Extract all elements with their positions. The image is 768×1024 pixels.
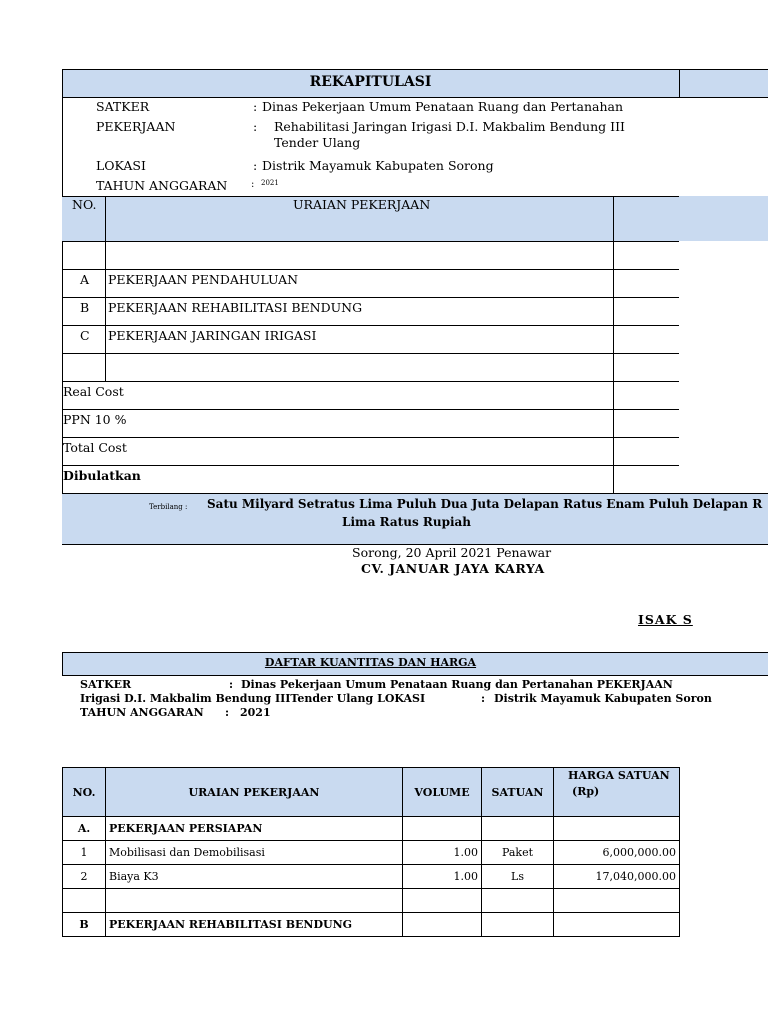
col-volume-header: VOLUME: [403, 768, 482, 817]
lokasi-label: LOKASI: [96, 158, 146, 173]
pekerjaan-label: PEKERJAAN: [96, 119, 176, 134]
daftar-pekerjaan-lokasi: Irigasi D.I. Makbalim Bendung IIITender Ulang LOKASI: [80, 692, 426, 705]
cell-harga: [554, 817, 680, 841]
tahun-label: TAHUN ANGGARAN: [96, 178, 228, 193]
real-cost-label: Real Cost: [63, 384, 124, 399]
rekap-grid-line: [62, 465, 679, 466]
rekap-grid-line: [62, 437, 679, 438]
rekap-row-label: PEKERJAAN REHABILITASI BENDUNG: [108, 300, 363, 315]
cell-no: B: [63, 913, 106, 937]
rekap-grid-line: [62, 353, 679, 354]
daftar-header-row: [63, 768, 680, 817]
total-cost-label: Total Cost: [63, 440, 127, 455]
cell-satuan: Paket: [482, 841, 554, 865]
table-row: [63, 841, 680, 865]
cell-volume: 1.00: [403, 841, 482, 865]
pekerjaan-value-1: Rehabilitasi Jaringan Irigasi D.I. Makbalim Bendung III: [274, 119, 625, 134]
cell-harga: 6,000,000.00: [554, 841, 680, 865]
lokasi-colon: :: [253, 158, 258, 173]
cell-uraian: [106, 889, 403, 913]
lokasi-value: Distrik Mayamuk Kabupaten Sorong: [262, 158, 494, 173]
col-harga-header-line1: HARGA SATUAN: [568, 769, 670, 782]
rekap-col-uraian: URAIAN PEKERJAAN: [293, 197, 431, 212]
cell-harga: [554, 913, 680, 937]
cell-volume: [403, 889, 482, 913]
satker-colon: :: [253, 99, 258, 114]
rekap-row-no: A: [80, 272, 90, 287]
cell-volume: 1.00: [403, 865, 482, 889]
col-uraian-header: URAIAN PEKERJAAN: [106, 768, 403, 817]
rekap-grid-line: [62, 269, 679, 270]
col-harga-header: [554, 768, 680, 817]
daftar-satker-value: Dinas Pekerjaan Umum Penataan Ruang dan Pertanahan PEKERJAAN: [241, 678, 673, 691]
satker-value: Dinas Pekerjaan Umum Penataan Ruang dan Pertanahan: [262, 99, 624, 114]
rekap-row-no: B: [80, 300, 90, 315]
pekerjaan-colon: :: [253, 119, 258, 134]
daftar-table: [62, 767, 680, 937]
daftar-tahun-value: 2021: [240, 706, 271, 719]
col-satuan-header: SATUAN: [482, 768, 554, 817]
daftar-lokasi-colon: :: [481, 692, 486, 705]
rekap-title-right-border: [679, 69, 680, 97]
table-row: [63, 913, 680, 937]
cell-uraian: PEKERJAAN REHABILITASI BENDUNG: [106, 913, 403, 937]
table-row: [63, 817, 680, 841]
terbilang-label: Terbilang :: [149, 503, 188, 511]
cell-satuan: [482, 817, 554, 841]
pekerjaan-value-2: Tender Ulang: [274, 135, 361, 150]
rekap-title: REKAPITULASI: [309, 74, 432, 90]
tahun-value: 2021: [261, 179, 279, 187]
signer-name: ISAK S: [638, 612, 693, 627]
table-row: [63, 865, 680, 889]
rekap-grid-line: [62, 297, 679, 298]
rekap-grid-line: [62, 325, 679, 326]
daftar-lokasi-value: Distrik Mayamuk Kabupaten Soron: [494, 692, 712, 705]
cell-volume: [403, 913, 482, 937]
cell-uraian: Biaya K3: [106, 865, 403, 889]
rekap-grid-line: [62, 241, 679, 242]
cell-satuan: [482, 913, 554, 937]
cell-no: [63, 889, 106, 913]
cell-volume: [403, 817, 482, 841]
dibulatkan-label: Dibulatkan: [63, 468, 141, 483]
cell-no: 2: [63, 865, 106, 889]
cell-satuan: Ls: [482, 865, 554, 889]
place-date: Sorong, 20 April 2021 Penawar: [352, 545, 552, 560]
cell-uraian: Mobilisasi dan Demobilisasi: [106, 841, 403, 865]
daftar-tahun-label: TAHUN ANGGARAN: [80, 706, 204, 719]
rekap-grid-line: [62, 381, 679, 382]
rekap-grid-line: [62, 409, 679, 410]
satker-label: SATKER: [96, 99, 150, 114]
cell-uraian: PEKERJAAN PERSIAPAN: [106, 817, 403, 841]
cell-harga: 17,040,000.00: [554, 865, 680, 889]
daftar-satker-colon: :: [229, 678, 234, 691]
rekap-row-no: C: [80, 328, 90, 343]
cell-harga: [554, 889, 680, 913]
daftar-satker-label: SATKER: [80, 678, 132, 691]
rekap-row-label: PEKERJAAN PENDAHULUAN: [108, 272, 299, 287]
col-no-header: NO.: [63, 768, 106, 817]
rekap-col-divider-value: [613, 196, 614, 493]
company-name: CV. JANUAR JAYA KARYA: [361, 561, 545, 576]
cell-no: A.: [63, 817, 106, 841]
col-harga-header-line2: (Rp): [572, 785, 600, 798]
rekap-header-fill-right: [613, 196, 768, 241]
cell-no: 1: [63, 841, 106, 865]
rekap-grid-line: [62, 196, 679, 197]
terbilang-line-1: Satu Milyard Setratus Lima Puluh Dua Juta Delapan Ratus Enam Puluh Delapan R: [207, 497, 763, 511]
daftar-title: DAFTAR KUANTITAS DAN HARGA: [264, 656, 477, 669]
terbilang-line-2: Lima Ratus Rupiah: [342, 515, 472, 529]
ppn-label: PPN 10 %: [63, 412, 127, 427]
tahun-colon: :: [251, 179, 255, 190]
cell-satuan: [482, 889, 554, 913]
rekap-top-border: [62, 69, 679, 70]
rekap-col-divider-no: [105, 196, 106, 381]
rekap-row-label: PEKERJAAN JARINGAN IRIGASI: [108, 328, 317, 343]
table-row: [63, 889, 680, 913]
rekap-col-no: NO.: [72, 197, 97, 212]
daftar-tahun-colon: :: [225, 706, 230, 719]
